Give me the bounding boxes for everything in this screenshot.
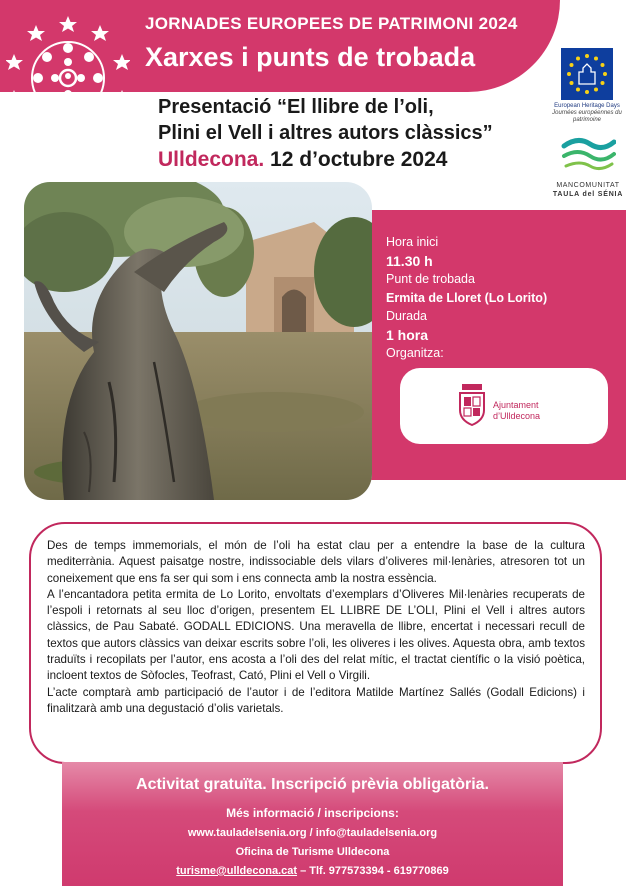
event-title-line-1: Presentació “El llibre de l’oli, [158,96,434,118]
footer-more-info: Més informació / inscripcions: [226,806,399,820]
eu-caption-line-1: European Heritage Days [554,103,620,109]
footer-free-activity: Activitat gratuïta. Inscripció prèvia obligatòria. [136,776,489,793]
footer-contact [62,865,563,877]
hora-value: 11.30 h [386,252,433,269]
eu-caption-line-2: Journées européennes du patrimoine [552,110,622,123]
mancomunitat-caption [550,181,626,199]
event-date: 12 d’octubre 2024 [270,148,448,171]
eu-caption [552,103,622,124]
olive-tree-photo [24,182,372,500]
event-info [386,233,547,363]
footer [62,762,563,886]
organizer-line-2: d’Ulldecona [493,411,541,421]
footer-web-link[interactable]: www.tauladelsenia.org / info@tauladelsenia.org [187,827,438,839]
mancomunitat-logo-icon [560,134,616,176]
punt-label: Punt de trobada [386,272,475,286]
footer-email-link[interactable]: turisme@ulldecona.cat [176,865,298,877]
durada-label: Durada [386,309,427,323]
event-title-line-2: Plini el Vell i altres autors clàssics” [158,122,493,144]
mancomunitat-line-2: TAULA del SÉNIA [552,191,624,198]
event-date-line [158,148,447,172]
durada-value: 1 hora [386,326,429,343]
mancomunitat-line-1: MANCOMUNITAT [556,182,620,189]
event-place: Ulldecona. [158,148,265,171]
organizer-line-1: Ajuntament [493,400,539,410]
organitza-label: Organitza: [386,346,444,360]
description-box [29,522,602,764]
header-title: JORNADES EUROPEES DE PATRIMONI 2024 [145,14,518,33]
description-paragraph-1: Des de temps immemorials, el món de l’oli ha estat clau per a entendre la base de la cultura mediterrània. Aquest paisatge nostre, indissociable dels vilars d’oliveres mil·lenàries, atresoren tot un coneixement que ens fa ser qui som i ens connecta amb la nostra essència. [47,539,585,585]
footer-office: Oficina de Turisme Ulldecona [235,846,390,858]
heritage-emblem-icon [6,14,130,138]
ajuntament-shield-icon [457,384,487,426]
description-paragraph-2: A l’encantadora petita ermita de Lo Lorito, envoltats d’exemplars d’Oliveres Mil·lenàries recuperats de l’espoli i retornats al seu lloc d’origen, presentem EL LLIBRE DE L’OLI, Plini el Vell i altres autors clàssics, de Pau Sabaté. GODALL EDICIONS. Una meravella de llibre, encertat i necessari recull de textos que autors clàssics van deixar escrits sobre l’oli, les oliveres i les olives. Aquesta obra, amb textos traduïts i recopilats per l’autor, ens acosta a l’oli des del relat mític, el tractat científic o la visió poètica, incloent textos de Sòfocles, Teofrast, Cató, Plini el Vell o Virgili. [47,587,585,683]
header-subtitle: Xarxes i punts de trobada [145,42,476,72]
event-title [158,94,493,146]
footer-phone: – Tlf. 977573394 - 619770869 [297,865,449,877]
punt-value: Ermita de Lloret (Lo Lorito) [386,290,548,305]
description-paragraph-3: L’acte comptarà amb participació de l’autor i de l’editora Matilde Martínez Sallés (Godall Edicions) i finalitzarà amb una degustació d’olis varietals. [47,685,585,715]
organizer-name [493,400,540,422]
eu-flag-icon [561,48,613,100]
hora-label: Hora inici [386,235,439,249]
